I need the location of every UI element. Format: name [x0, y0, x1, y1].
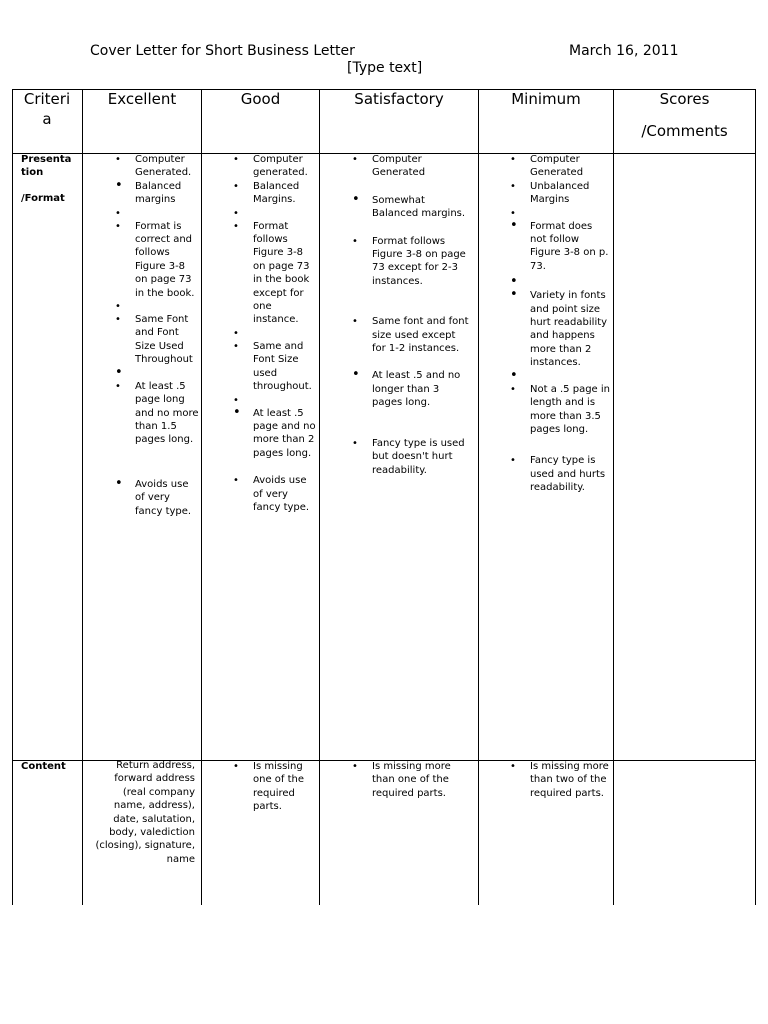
list-item: • Format is correct and follows Figure 3-8 on page 73 in the book. [113, 220, 199, 300]
list-item [113, 300, 199, 313]
column-header-satisfactory: Satisfactory [354, 90, 444, 108]
row-label-line: Content [21, 761, 66, 772]
cell-content-minimum [508, 760, 610, 800]
scores-header-line: Scores [659, 90, 710, 108]
list-item: • Computer generated. [231, 153, 317, 180]
list-item: • Variety in fonts and point size hurt readability and happens more than 2 instances. [508, 289, 610, 369]
row-label-content [21, 760, 66, 773]
list-item: • Is missing one of the required parts. [231, 760, 317, 814]
cell-presentation-good [231, 153, 317, 514]
column-divider [82, 89, 83, 905]
list-item: • Somewhat Balanced margins. [350, 194, 472, 221]
list-item: • At least .5 page and no more than 2 pages long. [231, 407, 317, 461]
list-item: • At least .5 page long and no more than 1.5 pages long. [113, 380, 199, 447]
list-item: • Format does not follow Figure 3-8 on p. 73. [508, 220, 610, 274]
column-header-good: Good [240, 90, 281, 108]
list-item [113, 367, 199, 380]
criteria-header-line: a [42, 110, 52, 128]
scores-header-line: /Comments [641, 122, 728, 140]
list-item: • Is missing more than one of the required parts. [350, 760, 472, 800]
table-border-left [12, 89, 13, 905]
column-divider [613, 89, 614, 905]
list-item [508, 276, 610, 289]
cell-presentation-satisfactory [350, 153, 472, 477]
list-item: • Computer Generated. [113, 153, 199, 180]
list-item: • Is missing more than two of the required parts. [508, 760, 610, 800]
row-label-line: /Format [21, 193, 65, 204]
list-item [231, 207, 317, 220]
column-header-scores [614, 83, 755, 147]
list-item: • Avoids use of very fancy type. [231, 474, 317, 514]
list-item: • At least .5 and no longer than 3 pages long. [350, 369, 472, 409]
row-label-presentation-format [21, 153, 71, 205]
list-item: • Same Font and Font Size Used Throughout [113, 313, 199, 367]
list-item: • Computer Generated [350, 153, 472, 180]
list-item: • Balanced Margins. [231, 180, 317, 207]
list-item: • Fancy type is used and hurts readability. [508, 454, 610, 494]
criteria-header-line: Criteri [23, 90, 71, 108]
cell-content-satisfactory [350, 760, 472, 800]
cell-presentation-excellent [113, 153, 199, 518]
list-item: • Format follows Figure 3-8 on page 73 in the book except for one instance. [231, 220, 317, 327]
column-header-minimum: Minimum [511, 90, 581, 108]
list-item [508, 370, 610, 383]
list-item [508, 207, 610, 220]
list-item: • Fancy type is used but doesn't hurt readability. [350, 437, 472, 477]
type-text-placeholder[interactable]: [Type text] [347, 60, 423, 76]
document-date: March 16, 2011 [569, 43, 679, 59]
column-header-excellent: Excellent [107, 90, 177, 108]
list-item: • Unbalanced Margins [508, 180, 610, 207]
list-item: • Computer Generated [508, 153, 610, 180]
row-label-line: Presenta [21, 154, 72, 165]
column-divider [478, 89, 479, 905]
document-title: Cover Letter for Short Business Letter [90, 43, 355, 59]
cell-presentation-minimum [508, 153, 610, 495]
list-item [231, 394, 317, 407]
row-label-line: tion [21, 167, 44, 178]
list-item: • Format follows Figure 3-8 on page 73 except for 2-3 instances. [350, 235, 472, 289]
list-item: • Same and Font Size used throughout. [231, 340, 317, 394]
list-item: • Balanced margins [113, 180, 199, 207]
cell-content-excellent: Return address, forward address (real company name, address), date, salutation, body, valediction (closing), signature, name [95, 760, 195, 865]
list-item: • Not a .5 page in length and is more than 3.5 pages long. [508, 383, 610, 437]
criteria-header [14, 89, 80, 129]
column-divider [319, 89, 320, 905]
list-item: • Same font and font size used except for 1-2 instances. [350, 315, 472, 355]
list-item [231, 327, 317, 340]
cell-content-good [231, 760, 317, 814]
table-border-right [755, 89, 756, 905]
column-divider [201, 89, 202, 905]
list-item: • Avoids use of very fancy type. [113, 478, 199, 518]
list-item [113, 207, 199, 220]
